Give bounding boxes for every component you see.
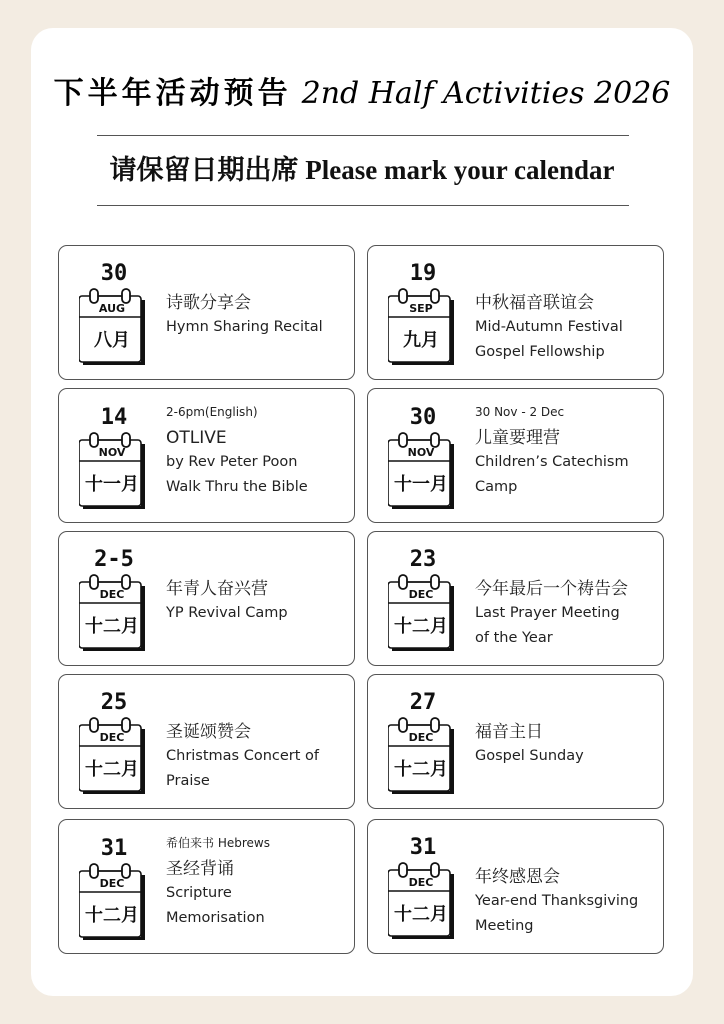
calendar-month-chinese: 十二月 <box>394 759 448 780</box>
calendar-month: DEC <box>99 731 125 744</box>
event-title-chinese: 圣诞颂赞会 <box>166 722 251 742</box>
event-day: 2-5 <box>94 547 134 572</box>
event-title-chinese: OTLIVE <box>166 428 227 448</box>
event-card <box>58 674 355 809</box>
event-card <box>58 819 355 954</box>
calendar-month-chinese: 十二月 <box>85 759 139 780</box>
flyer-title <box>31 68 693 112</box>
title-chinese: 下半年活动预告 <box>53 76 292 111</box>
calendar-month: DEC <box>99 588 125 601</box>
event-title-chinese: 圣经背诵 <box>166 859 234 879</box>
event-card <box>367 531 664 666</box>
event-calendar <box>79 863 149 941</box>
calendar-month: AUG <box>98 302 126 315</box>
event-title-english: Hymn Sharing Recital <box>166 319 323 335</box>
event-details <box>166 291 348 340</box>
event-day: 31 <box>100 836 128 861</box>
event-title-chinese: 今年最后一个祷告会 <box>475 579 628 599</box>
event-title-english: Camp <box>475 479 518 495</box>
event-title-english: Mid-Autumn Festival <box>475 319 623 335</box>
event-title-chinese: 年终感恩会 <box>475 867 560 887</box>
event-day: 27 <box>409 690 437 715</box>
calendar-month-chinese: 九月 <box>403 330 439 351</box>
calendar-month-chinese: 十一月 <box>85 474 139 495</box>
event-title-english: Children’s Catechism <box>475 454 629 470</box>
event-title-english: Year-end Thanksgiving <box>475 893 639 909</box>
event-day: 30 <box>409 405 437 430</box>
event-calendar <box>79 432 149 510</box>
event-title-chinese: 福音主日 <box>475 722 543 742</box>
event-details <box>166 720 348 794</box>
event-title-english: Meeting <box>475 918 534 934</box>
title-english: 2nd Half Activities 2026 <box>301 76 671 111</box>
event-details <box>475 403 657 500</box>
event-note: 2-6pm(English) <box>166 405 258 419</box>
calendar-month: DEC <box>408 876 434 889</box>
event-day: 19 <box>409 261 437 286</box>
event-title-english: Last Prayer Meeting <box>475 605 620 621</box>
event-day: 23 <box>409 547 437 572</box>
bottom-divider <box>97 205 629 206</box>
calendar-month: NOV <box>407 446 435 459</box>
event-details <box>475 865 657 939</box>
event-day: 14 <box>100 405 128 430</box>
event-details <box>166 834 348 931</box>
event-card <box>367 245 664 380</box>
event-title-chinese: 中秋福音联谊会 <box>475 293 594 313</box>
event-day: 31 <box>409 835 437 860</box>
event-card <box>367 388 664 523</box>
calendar-month-chinese: 十一月 <box>394 474 448 495</box>
event-title-english: Scripture <box>166 885 232 901</box>
event-details <box>166 577 348 626</box>
event-calendar <box>388 432 458 510</box>
calendar-month-chinese: 十二月 <box>85 905 139 926</box>
event-title-english: Walk Thru the Bible <box>166 479 308 495</box>
event-calendar <box>79 574 149 652</box>
calendar-month: SEP <box>409 302 433 315</box>
event-calendar <box>79 288 149 366</box>
event-card <box>58 245 355 380</box>
event-card <box>367 819 664 954</box>
event-details <box>475 720 657 769</box>
calendar-month: NOV <box>98 446 126 459</box>
event-title-chinese: 年青人奋兴营 <box>166 579 268 599</box>
calendar-month: DEC <box>408 588 434 601</box>
event-title-english: by Rev Peter Poon <box>166 454 298 470</box>
event-details <box>166 403 348 500</box>
calendar-month-chinese: 十二月 <box>85 616 139 637</box>
event-card <box>367 674 664 809</box>
event-details <box>475 291 657 365</box>
event-day: 30 <box>100 261 128 286</box>
event-title-chinese: 诗歌分享会 <box>166 293 251 313</box>
event-card <box>58 531 355 666</box>
event-note: 30 Nov - 2 Dec <box>475 405 565 419</box>
event-title-english: Gospel Fellowship <box>475 344 605 360</box>
event-title-english: Praise <box>166 773 210 789</box>
event-title-chinese: 儿童要理营 <box>475 428 560 448</box>
top-divider <box>97 135 629 136</box>
event-title-english: Memorisation <box>166 910 265 926</box>
event-calendar <box>79 717 149 795</box>
event-title-english: YP Revival Camp <box>166 605 288 621</box>
calendar-month: DEC <box>99 877 125 890</box>
event-calendar <box>388 574 458 652</box>
calendar-month-chinese: 八月 <box>94 330 130 351</box>
calendar-reminder: 请保留日期出席 Please mark your calendar <box>109 155 615 185</box>
event-details <box>475 577 657 651</box>
event-title-english: Gospel Sunday <box>475 748 584 764</box>
event-calendar <box>388 862 458 940</box>
event-day: 25 <box>100 690 128 715</box>
event-title-english: Christmas Concert of <box>166 748 320 764</box>
calendar-month-chinese: 十二月 <box>394 904 448 925</box>
event-calendar <box>388 288 458 366</box>
event-card <box>58 388 355 523</box>
calendar-month-chinese: 十二月 <box>394 616 448 637</box>
event-calendar <box>388 717 458 795</box>
event-note: 希伯来书 Hebrews <box>166 836 270 850</box>
calendar-month: DEC <box>408 731 434 744</box>
event-title-english: of the Year <box>475 630 553 646</box>
flyer-sheet <box>31 28 693 996</box>
